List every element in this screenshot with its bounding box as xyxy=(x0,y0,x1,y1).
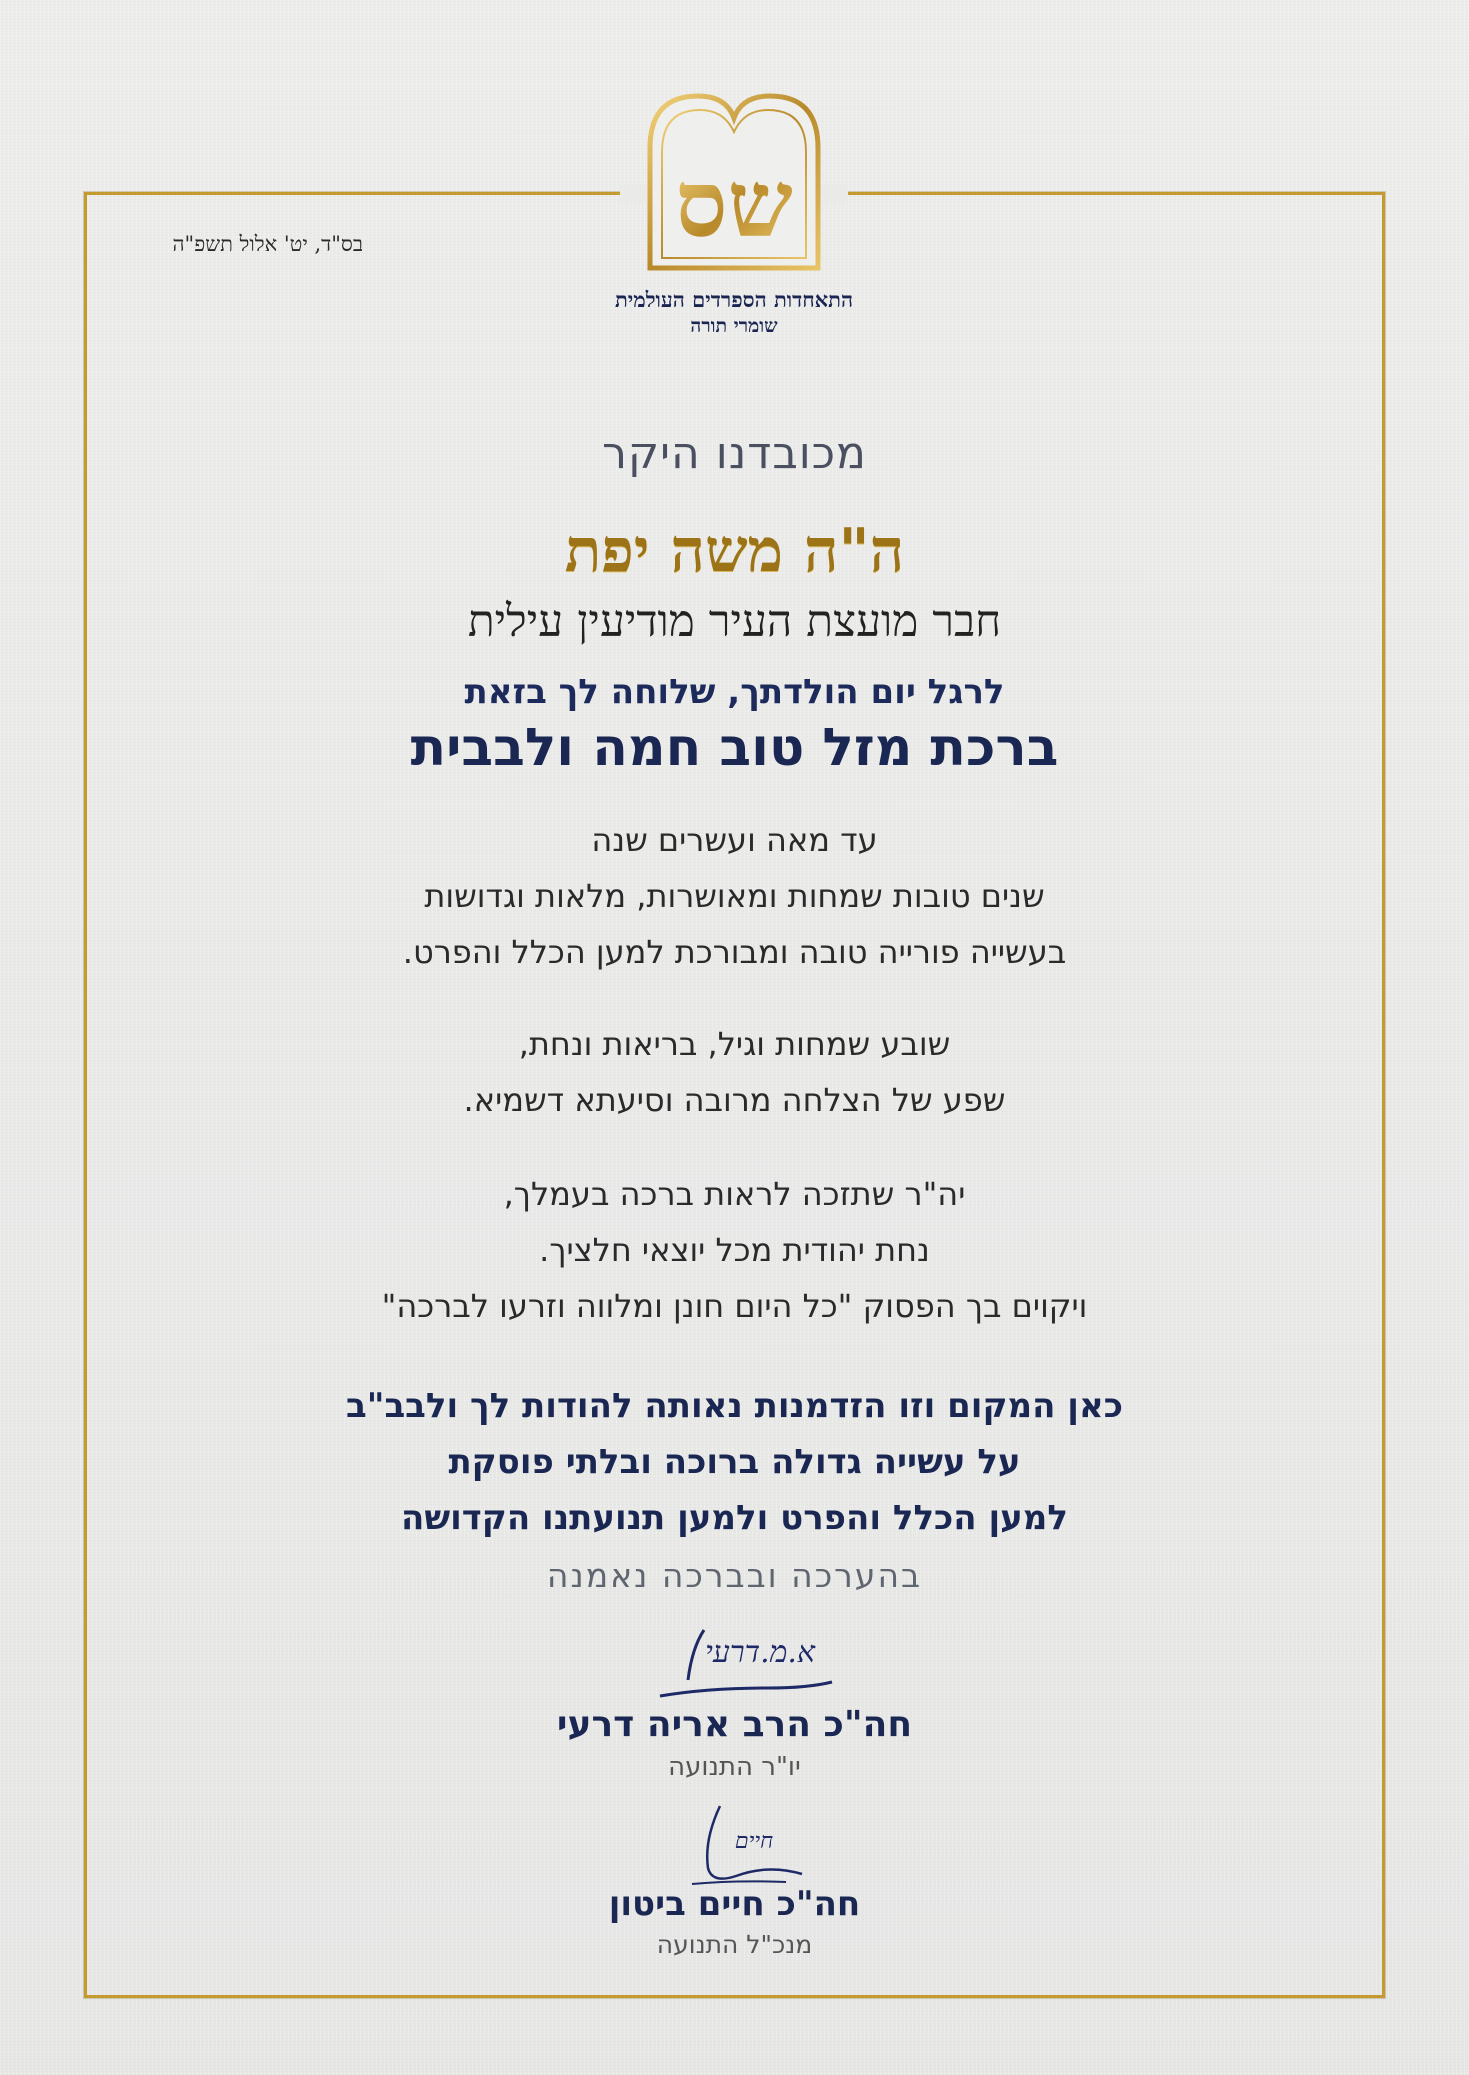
paragraph-3 xyxy=(0,1166,1469,1334)
closing-regards: בהערכה ובברכה נאמנה xyxy=(546,1556,923,1595)
occasion-line: לרגל יום הולדתך, שלוחה לך בזאת xyxy=(464,672,1005,712)
tablets-logo-icon xyxy=(638,88,830,272)
logo-mark: שס xyxy=(675,150,793,258)
signer-1-title: יו"ר התנועה xyxy=(668,1752,801,1782)
blessing-headline: ברכת מזל טוב חמה ולבבית xyxy=(410,718,1059,778)
paragraph-line: שנים טובות שמחות ומאושרות, מלאות וגדושות xyxy=(424,877,1045,915)
thanks-line: למען הכלל והפרט ולמען תנועתנו הקדושה xyxy=(401,1498,1068,1538)
paragraph-line: נחת יהודית מכל יוצאי חלציך. xyxy=(539,1231,930,1269)
paragraph-line: עד מאה ועשרים שנה xyxy=(591,821,878,859)
paragraph-1 xyxy=(0,812,1469,980)
org-name xyxy=(534,286,934,338)
paragraph-line: בעשייה פורייה טובה ומבורכת למען הכלל והפרט. xyxy=(402,933,1067,971)
paragraph-line: שובע שמחות וגיל, בריאות ונחת, xyxy=(518,1025,951,1063)
paragraph-line: יה"ר שתזכה לראות ברכה בעמלך, xyxy=(503,1175,966,1213)
signature-2-text: חיים xyxy=(734,1829,774,1854)
org-line1: התאחדות הספרדים העולמית xyxy=(614,287,854,312)
letter-date: בס"ד, יט' אלול תשפ"ה xyxy=(172,232,363,256)
signature-2-icon xyxy=(676,1800,806,1896)
signature-1-icon xyxy=(648,1618,838,1702)
signer-2-title: מנכ"ל התנועה xyxy=(656,1930,813,1959)
paragraph-2 xyxy=(0,1016,1469,1128)
signer-1-name: חה"כ הרב אריה דרעי xyxy=(556,1704,913,1745)
thanks-line: כאן המקום וזו הזדמנות נאותה להודות לך ולבב"ב xyxy=(346,1386,1123,1426)
paragraph-line: שפע של הצלחה מרובה וסיעתא דשמיא. xyxy=(463,1081,1006,1119)
thanks-paragraph xyxy=(0,1378,1469,1546)
signer-2-name: חה"כ חיים ביטון xyxy=(608,1884,861,1924)
recipient-name: ה"ה משה יפת xyxy=(564,516,905,586)
signature-1-text: א.מ.דרעי xyxy=(705,1635,815,1670)
greeting: מכובדנו היקר xyxy=(602,428,867,479)
recipient-title: חבר מועצת העיר מודיעין עילית xyxy=(467,596,1002,647)
org-line2: שומרי תורה xyxy=(690,315,778,337)
thanks-line: על עשייה גדולה ברוכה ובלתי פוסקת xyxy=(448,1442,1021,1482)
paragraph-line: ויקוים בך הפסוק "כל היום חונן ומלווה וזרעו לברכה" xyxy=(381,1287,1088,1325)
